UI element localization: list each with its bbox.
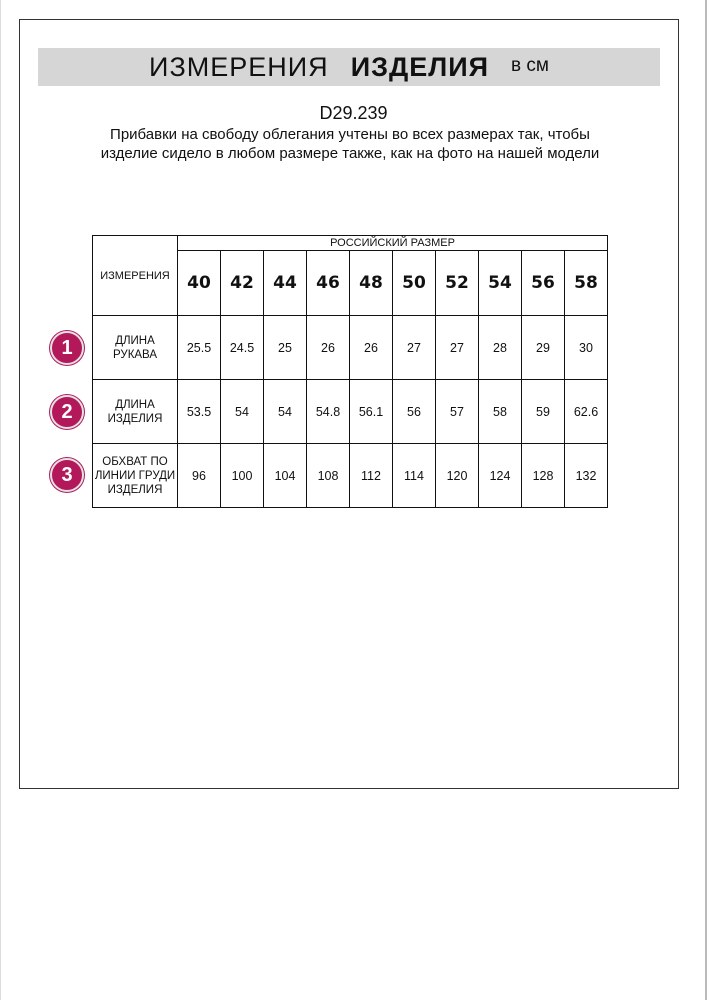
table-cell: 112: [350, 444, 393, 508]
table-cell: 26: [307, 316, 350, 380]
product-code: D29.239: [319, 103, 388, 123]
table-cell: 57: [436, 380, 479, 444]
size-header: 58: [565, 251, 608, 316]
title-measurements: ИЗМЕРЕНИЯ: [149, 51, 329, 82]
table-cell: 108: [307, 444, 350, 508]
table-cell: 96: [178, 444, 221, 508]
fit-note: Прибавки на свободу облегания учтены во всех размерах так, чтобы изделие сидело в любом размере также, как на фото на нашей модели: [100, 126, 600, 162]
table-cell: 128: [522, 444, 565, 508]
table-row: [93, 380, 608, 444]
table-cell: 28: [479, 316, 522, 380]
title-banner: [38, 48, 660, 86]
size-header: 56: [522, 251, 565, 316]
size-header: 50: [393, 251, 436, 316]
size-header: 44: [264, 251, 307, 316]
size-header: 52: [436, 251, 479, 316]
russian-size-header: РОССИЙСКИЙ РАЗМЕР: [178, 236, 608, 251]
table-cell: 54: [264, 380, 307, 444]
number-badge-2: 2: [50, 395, 84, 429]
table-cell: 29: [522, 316, 565, 380]
table-cell: 54: [221, 380, 264, 444]
table-cell: 25: [264, 316, 307, 380]
size-header: 42: [221, 251, 264, 316]
table-cell: 53.5: [178, 380, 221, 444]
table-cell: 27: [436, 316, 479, 380]
table-row: [93, 444, 608, 508]
row-label-sleeve-length: ДЛИНА РУКАВА: [93, 316, 178, 380]
table-row: [93, 316, 608, 380]
table-cell: 120: [436, 444, 479, 508]
size-header: 40: [178, 251, 221, 316]
table-cell: 59: [522, 380, 565, 444]
table-cell: 56.1: [350, 380, 393, 444]
table-cell: 104: [264, 444, 307, 508]
measurements-column-header: ИЗМЕРЕНИЯ: [93, 236, 178, 316]
title-garment: ИЗДЕЛИЯ: [350, 51, 490, 82]
table-cell: 25.5: [178, 316, 221, 380]
table-cell: 30: [565, 316, 608, 380]
table-cell: 114: [393, 444, 436, 508]
table-cell: 56: [393, 380, 436, 444]
size-table: [92, 235, 608, 508]
table-cell: 132: [565, 444, 608, 508]
table-cell: 54.8: [307, 380, 350, 444]
page-edge-left: [0, 0, 1, 1000]
table-cell: 27: [393, 316, 436, 380]
number-badge-3: 3: [50, 458, 84, 492]
table-cell: 26: [350, 316, 393, 380]
table-cell: 58: [479, 380, 522, 444]
table-cell: 124: [479, 444, 522, 508]
size-header: 54: [479, 251, 522, 316]
size-header: 48: [350, 251, 393, 316]
table-cell: 100: [221, 444, 264, 508]
number-badge-1: 1: [50, 331, 84, 365]
row-label-garment-length: ДЛИНА ИЗДЕЛИЯ: [93, 380, 178, 444]
row-label-chest-girth: ОБХВАТ ПО ЛИНИИ ГРУДИ ИЗДЕЛИЯ: [93, 444, 178, 508]
title-unit: в см: [511, 55, 549, 76]
size-header: 46: [307, 251, 350, 316]
table-cell: 24.5: [221, 316, 264, 380]
table-cell: 62.6: [565, 380, 608, 444]
